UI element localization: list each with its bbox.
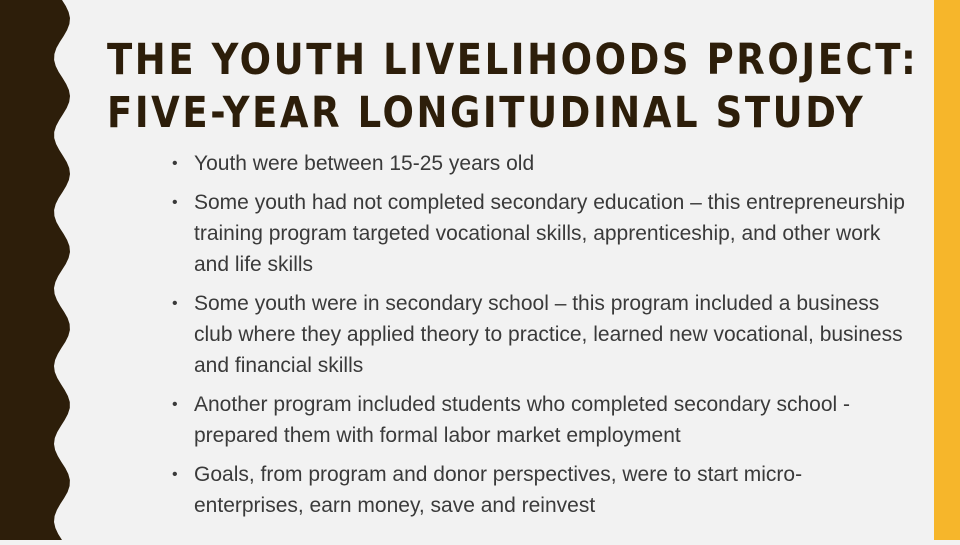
bullet-dot-icon: • [172,194,178,211]
bullet-item [172,288,907,381]
bullet-text: Goals, from program and donor perspectives, were to start micro-enterprises, earn money, save and reinvest [194,463,803,517]
bullet-dot-icon: • [172,155,178,172]
bullet-text: Some youth were in secondary school – this program included a business club where they applied theory to practice, learned new vocational, business and financial skills [194,292,903,377]
title-line-2: FIVE-YEAR LONGITUDINAL STUDY [107,88,866,138]
left-decorative-band [0,0,80,540]
bullet-item [172,148,907,179]
bullet-item [172,459,907,521]
bullet-list [172,148,907,529]
bullet-item [172,187,907,280]
wavy-edge-shape [0,0,80,540]
right-accent-band [934,0,960,540]
slide-title [107,34,919,140]
bullet-text: Another program included students who completed secondary school - prepared them with formal labor market employment [194,393,851,447]
bullet-dot-icon: • [172,396,178,413]
bullet-item [172,389,907,451]
bullet-text: Youth were between 15-25 years old [194,152,535,175]
title-line-1: THE YOUTH LIVELIHOODS PROJECT: [107,35,919,85]
bullet-text: Some youth had not completed secondary education – this entrepreneurship training program targeted vocational skills, apprenticeship, and other work and life skills [194,191,905,276]
bullet-dot-icon: • [172,466,178,483]
bullet-dot-icon: • [172,295,178,312]
